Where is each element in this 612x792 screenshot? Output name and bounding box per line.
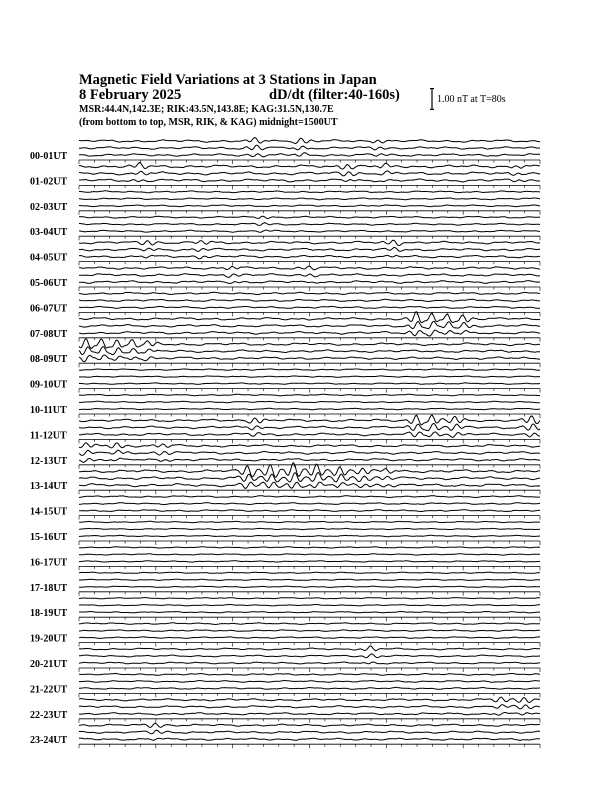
station-trace [79, 598, 540, 599]
station-trace [79, 450, 540, 455]
station-trace [79, 347, 540, 355]
station-trace [79, 153, 540, 157]
chart-filter: dD/dt (filter:40-160s) [269, 87, 400, 103]
station-trace [79, 408, 540, 410]
station-trace [79, 330, 540, 336]
station-trace [79, 482, 540, 488]
row-label: 08-09UT [30, 354, 68, 366]
station-trace [79, 528, 540, 529]
chart-title: Magnetic Field Variations at 3 Stations in Japan [79, 72, 377, 88]
station-trace [79, 697, 540, 702]
station-trace [79, 191, 540, 193]
row-label: 11-12UT [30, 430, 67, 442]
row-label: 02-03UT [30, 201, 68, 213]
station-trace [79, 510, 540, 512]
station-trace [79, 376, 540, 378]
station-trace [79, 179, 540, 182]
station-trace [79, 572, 540, 573]
row-label: 09-10UT [30, 379, 68, 391]
station-trace [79, 424, 540, 431]
station-trace [79, 662, 540, 664]
row-label: 18-19UT [30, 608, 68, 620]
station-trace [79, 496, 540, 498]
row-label: 19-20UT [30, 633, 68, 645]
station-trace [79, 432, 540, 438]
row-label: 10-11UT [30, 405, 67, 416]
chart-date: 8 February 2025 [79, 87, 182, 103]
row-label: 01-02UT [30, 176, 68, 188]
row-label: 13-14UT [30, 481, 68, 493]
station-trace [79, 586, 540, 587]
station-trace [79, 171, 540, 176]
row-label: 06-07UT [30, 303, 68, 315]
station-trace [79, 654, 540, 658]
station-trace [79, 605, 540, 606]
station-coordinates: MSR:44.4N,142.3E; RIK:43.5N,143.8E; KAG:31.5N,130.7E [79, 104, 334, 115]
station-trace [79, 247, 540, 251]
station-trace [79, 723, 540, 727]
station-trace [79, 281, 540, 284]
station-trace [79, 401, 540, 403]
station-trace [79, 612, 540, 613]
station-trace [79, 458, 540, 462]
station-trace [79, 255, 540, 258]
station-trace [79, 230, 540, 232]
station-trace [79, 443, 540, 448]
station-trace [79, 547, 540, 548]
row-label: 16-17UT [30, 557, 68, 569]
station-trace [79, 713, 540, 716]
station-trace [79, 681, 540, 683]
station-trace [79, 394, 540, 396]
station-trace [79, 521, 540, 522]
row-label: 05-06UT [30, 278, 68, 289]
row-label: 17-18UT [30, 582, 68, 594]
station-trace [79, 321, 540, 328]
row-label: 21-22UT [30, 684, 68, 696]
row-label: 20-21UT [30, 659, 68, 670]
row-label: 12-13UT [30, 455, 68, 467]
station-trace [79, 240, 540, 245]
row-label: 00-01UT [30, 151, 68, 162]
station-trace [79, 355, 540, 362]
station-trace [79, 554, 540, 555]
station-trace [79, 292, 540, 295]
station-order-note: (from bottom to top, MSR, RIK, & KAG) midnight=1500UT [79, 117, 338, 128]
station-trace [79, 535, 540, 536]
station-trace [79, 369, 540, 371]
station-trace [79, 216, 540, 219]
row-label: 14-15UT [30, 506, 68, 518]
station-trace [79, 630, 540, 632]
station-trace [79, 266, 540, 270]
row-label: 04-05UT [30, 252, 68, 264]
station-trace [79, 730, 540, 734]
station-trace [79, 138, 540, 144]
station-trace [79, 198, 540, 200]
station-trace [79, 145, 540, 150]
station-trace [79, 579, 540, 580]
scale-label: 1.00 nT at T=80s [437, 94, 506, 105]
station-trace [79, 623, 540, 625]
station-trace [79, 646, 540, 651]
station-trace [79, 705, 540, 709]
station-trace [79, 299, 540, 301]
station-trace [79, 738, 540, 740]
row-label: 07-08UT [30, 328, 68, 340]
station-trace [79, 673, 540, 675]
station-trace [79, 503, 540, 505]
station-trace [79, 383, 540, 385]
station-trace [79, 223, 540, 226]
station-trace [79, 274, 540, 278]
station-trace [79, 561, 540, 562]
station-trace [79, 687, 540, 689]
row-label: 15-16UT [30, 532, 68, 543]
station-trace [79, 205, 540, 207]
station-trace [79, 306, 540, 308]
station-trace [79, 637, 540, 639]
row-label: 23-24UT [30, 735, 68, 747]
row-label: 03-04UT [30, 227, 68, 239]
row-label: 22-23UT [30, 709, 68, 721]
